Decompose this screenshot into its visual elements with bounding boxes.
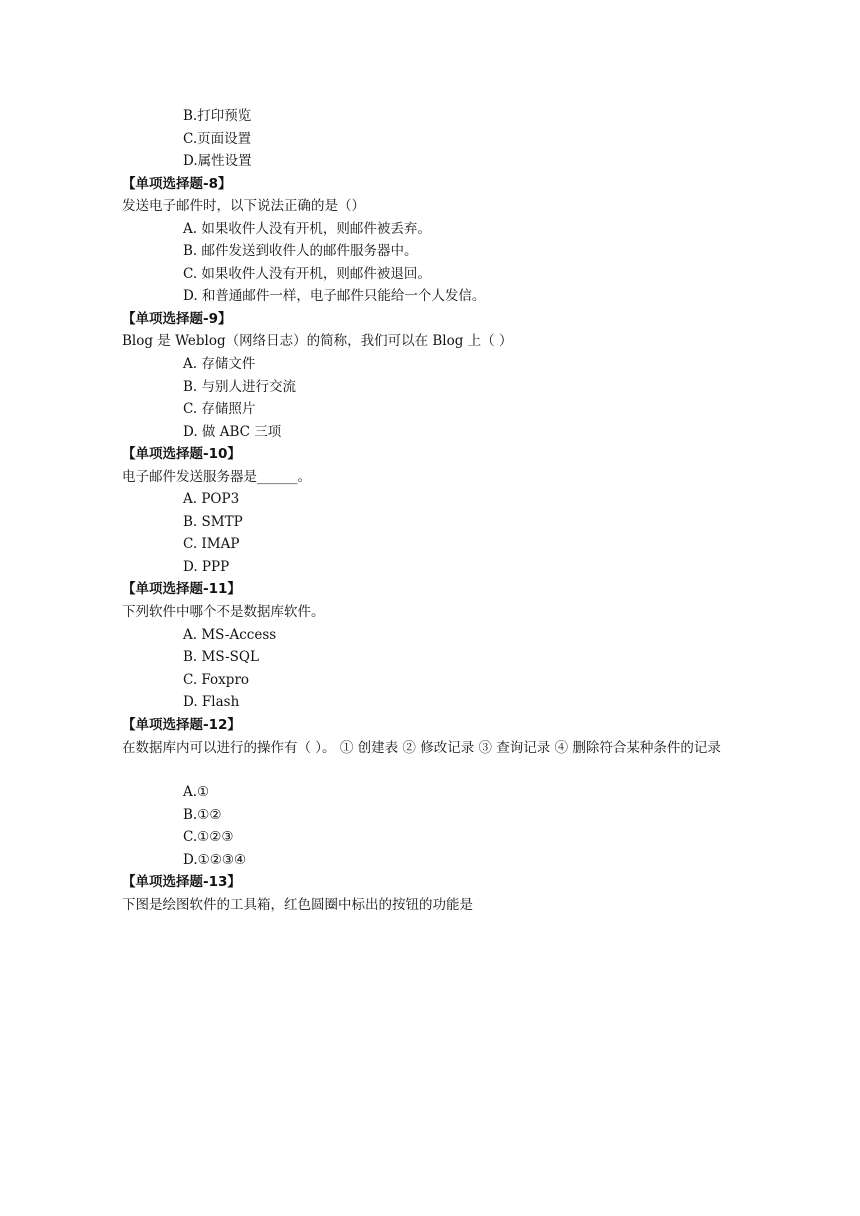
option-text: B. 邮件发送到收件人的邮件服务器中。 bbox=[183, 243, 418, 259]
option-text: A. 存储文件 bbox=[183, 356, 256, 372]
question-heading: 【单项选择题-8】 bbox=[122, 176, 232, 192]
option-text: C. 如果收件人没有开机，则邮件被退回。 bbox=[183, 266, 431, 282]
option-text: D.①②③④ bbox=[183, 852, 247, 868]
option-text: C. Foxpro bbox=[183, 672, 250, 688]
option-text: B.①② bbox=[183, 807, 222, 823]
option-text: A. MS-Access bbox=[183, 627, 277, 643]
option-text: B. MS-SQL bbox=[183, 649, 259, 665]
option-text: C. IMAP bbox=[183, 536, 240, 552]
option-text: A.① bbox=[183, 784, 210, 800]
option-text: A. POP3 bbox=[183, 491, 240, 507]
option-text: C. 存储照片 bbox=[183, 401, 256, 417]
option-text: C.①②③ bbox=[183, 829, 234, 845]
question-stem: 下图是绘图软件的工具箱，红色圆圈中标出的按钮的功能是 bbox=[122, 897, 473, 913]
question-stem: Blog 是 Weblog（网络日志）的简称，我们可以在 Blog 上（ ） bbox=[122, 333, 513, 349]
option-text: D. PPP bbox=[183, 559, 230, 575]
question-stem: 电子邮件发送服务器是______。 bbox=[122, 469, 311, 485]
option-text: C.页面设置 bbox=[183, 131, 252, 147]
option-text: A. 如果收件人没有开机，则邮件被丢弃。 bbox=[183, 221, 431, 237]
option-text: B.打印预览 bbox=[183, 108, 252, 124]
option-text: D. 做 ABC 三项 bbox=[183, 424, 282, 440]
option-text: B. 与别人进行交流 bbox=[183, 379, 297, 395]
option-text: B. SMTP bbox=[183, 514, 243, 530]
option-text: D. Flash bbox=[183, 694, 240, 710]
option-text: D.属性设置 bbox=[183, 153, 252, 169]
question-heading: 【单项选择题-12】 bbox=[122, 717, 241, 733]
question-stem: 下列软件中哪个不是数据库软件。 bbox=[122, 604, 325, 620]
question-stem: 在数据库内可以进行的操作有（ ）。 ① 创建表 ② 修改记录 ③ 查询记录 ④ 删除符合某种条件的记录 bbox=[122, 740, 721, 756]
option-text: D. 和普通邮件一样，电子邮件只能给一个人发信。 bbox=[183, 288, 486, 304]
question-heading: 【单项选择题-11】 bbox=[122, 581, 241, 597]
question-heading: 【单项选择题-9】 bbox=[122, 311, 232, 327]
question-stem: 发送电子邮件时，以下说法正确的是（） bbox=[122, 198, 365, 214]
question-heading: 【单项选择题-13】 bbox=[122, 874, 241, 890]
question-heading: 【单项选择题-10】 bbox=[122, 446, 241, 462]
